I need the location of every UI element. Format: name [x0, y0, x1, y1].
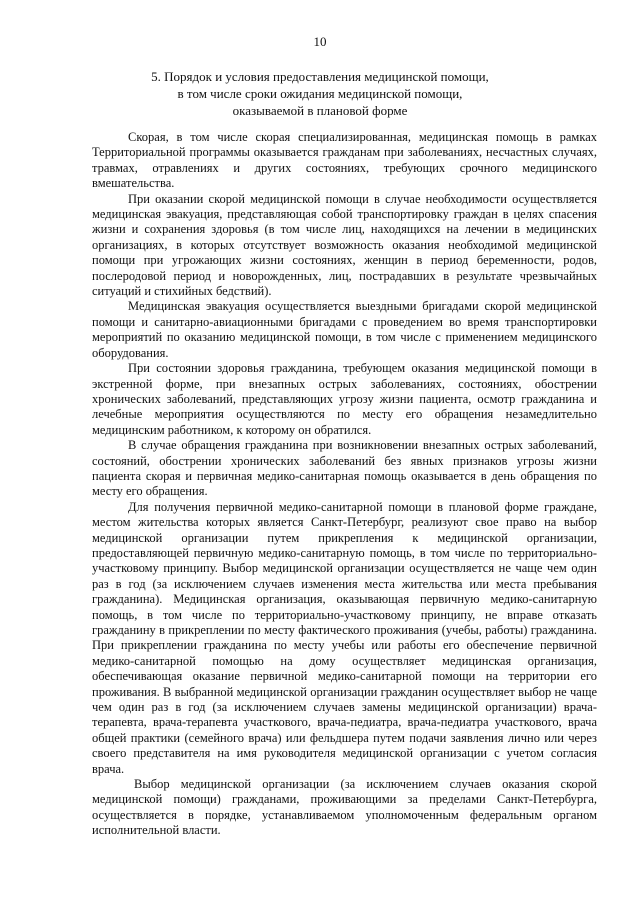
paragraph-emergency-care: Скорая, в том числе скорая специализированная, медицинская помощь в рамках Территориальной программы оказывается гражданам при заболеваниях, несчастных случаях, травмах, отравлениях и других состояниях, требующих срочного медицинского вмешательства. [92, 130, 597, 191]
heading-line: 5. Порядок и условия предоставления медицинской помощи, [151, 69, 489, 84]
paragraph-medical-evacuation: При оказании скорой медицинской помощи в случае необходимости осуществляется медицинская эвакуация, представляющая собой транспортировку граждан в целях спасения жизни и сохранения здоровья (в том числе лиц, находящихся на лечении в медицинских организациях, в которых отсутствует возможность оказания необходимой медицинской помощи при угрожающих жизни состояниях, женщин в период беременности, родов, послеродовой период и новорожденных, лиц, пострадавших в результате чрезвычайных ситуаций и стихийных бедствий). [92, 191, 597, 299]
heading-line: оказываемой в плановой форме [232, 103, 408, 118]
heading-line: в том числе сроки ожидания медицинской помощи, [177, 86, 463, 101]
page-number: 10 [313, 34, 327, 49]
paragraph-same-day-care: В случае обращения гражданина при возникновении внезапных острых заболеваний, состояний, обострении хронических заболеваний без явных признаков угрозы жизни пациента скорая и первичная медико-санитарная помощь оказывается в день обращения по месту его обращения. [92, 438, 597, 499]
paragraph-non-resident-choice: Выбор медицинской организации (за исключением случаев оказания скорой медицинской помощи) гражданами, проживающими за пределами Санкт-Петербурга, осуществляется в порядке, устанавливаемом уполномоченным федеральным органом исполнительной власти. [92, 777, 597, 838]
paragraph-primary-care-choice: Для получения первичной медико-санитарной помощи в плановой форме граждане, местом жительства которых является Санкт-Петербург, реализуют свое право на выбор медицинской организации путем прикрепления к медицинской организации, предоставляющей первичную медико-санитарную помощь, в том числе по территориально-участковому принципу. Выбор медицинской организации осуществляется не чаще чем один раз в год (за исключением случаев изменения места жительства или места пребывания гражданина). Медицинская организация, оказывающая первичную медико-санитарную помощь, в том числе по территориально-участковому принципу, не вправе отказать гражданину в прикреплении по месту фактического проживания (учебы, работы) гражданина. При прикреплении гражданина по месту учебы или работы его обеспечение первичной медико-санитарной помощью на дому осуществляет медицинская организация, обеспечивающая оказание первичной медико-санитарной помощи на территории его проживания. В выбранной медицинской организации гражданин осуществляет выбор не чаще чем один раз в год (за исключением случаев замены медицинской организации) врача-терапевта, врача-терапевта участкового, врача-педиатра, врача-педиатра участкового, врача общей практики (семейного врача) или фельдшера путем подачи заявления лично или через своего представителя на имя руководителя медицинской организации с учетом согласия врача. [92, 499, 597, 776]
section-heading [100, 68, 540, 119]
paragraph-urgent-condition: При состоянии здоровья гражданина, требующем оказания медицинской помощи в экстренной форме, при внезапных острых заболеваниях, состояниях, обострении хронических заболеваний, представляющих угрозу жизни пациента, осмотр гражданина и лечебные мероприятия осуществляются по месту его обращения незамедлительно медицинским работником, к которому он обратился. [92, 361, 597, 437]
paragraph-evacuation-teams: Медицинская эвакуация осуществляется выездными бригадами скорой медицинской помощи и санитарно-авиационными бригадами с проведением во время транспортировки мероприятий по оказанию медицинской помощи, в том числе с применением медицинского оборудования. [92, 299, 597, 360]
document-body [92, 130, 597, 839]
